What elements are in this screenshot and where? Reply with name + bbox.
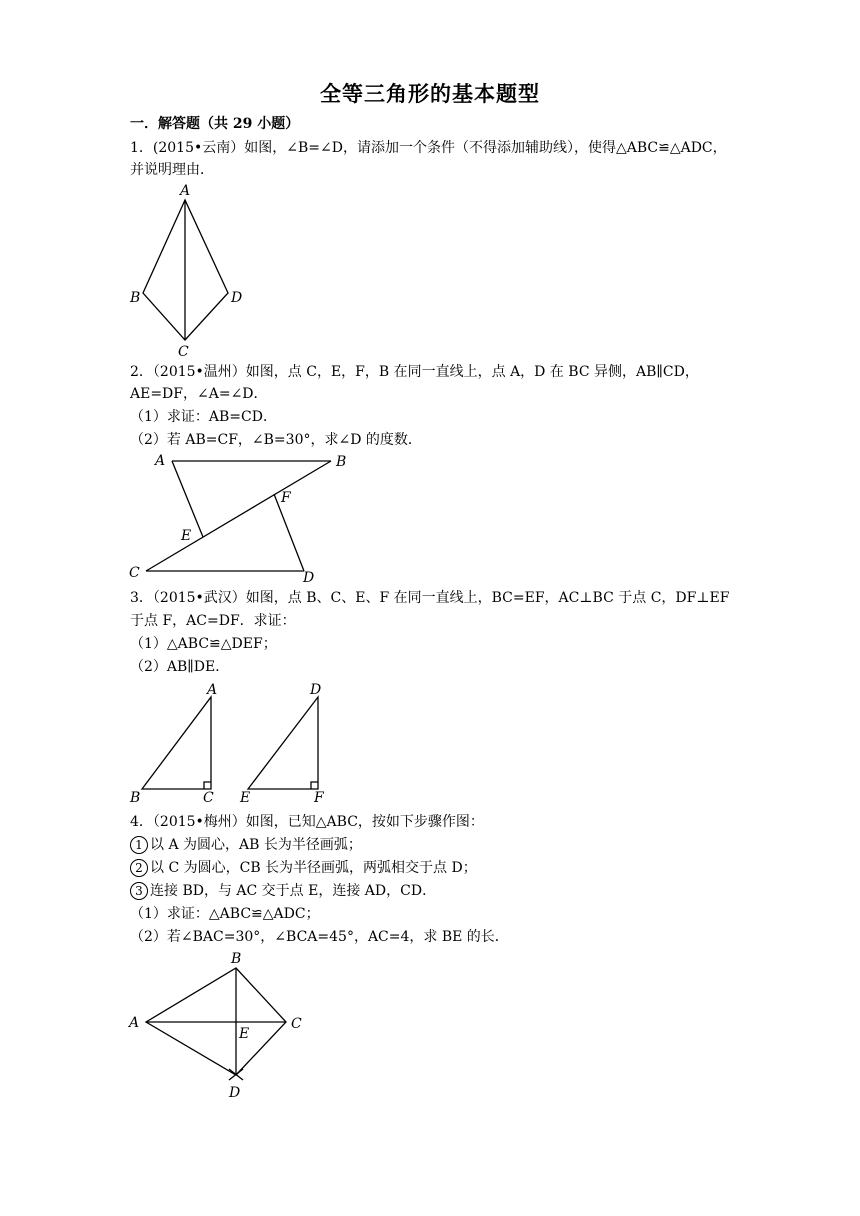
q4-part2: （2）若∠BAC=30°，∠BCA=45°，AC=4，求 BE 的长．: [130, 929, 509, 945]
q3-label-d: D: [310, 682, 322, 698]
q2-label-a: A: [155, 453, 166, 469]
q4-step1-text: 以 A 为圆心，AB 长为半径画弧；: [150, 837, 362, 853]
q4-step2-text: 以 C 为圆心，CB 长为半径画弧，两弧相交于点 D；: [150, 860, 477, 876]
q1-text-line1: 1．(2015•云南）如图，∠B=∠D，请添加一个条件（不得添加辅助线），使得△ABC≌△ADC，: [130, 140, 727, 156]
q3-label-c: C: [203, 790, 214, 806]
q2-text-line2: AE=DF，∠A=∠D．: [130, 386, 268, 402]
q2-label-d: D: [303, 570, 315, 586]
q1-text-line2: 并说明理由．: [130, 162, 214, 178]
q4-step3-text: 连接 BD，与 AC 交于点 E，连接 AD，CD．: [150, 883, 437, 899]
step-number-2: 2: [130, 859, 148, 877]
q4-part1: （1）求证：△ABC≌△ADC；: [130, 906, 320, 922]
step-number-3: 3: [130, 882, 148, 900]
q2-part1: （1）求证：AB=CD．: [130, 409, 277, 425]
q3-part1: （1）△ABC≌△DEF；: [130, 636, 277, 652]
q4-text-line1: 4．（2015•梅州）如图，已知△ABC，按如下步骤作图：: [130, 814, 484, 830]
q2-label-c: C: [129, 565, 140, 581]
q1-label-d: D: [231, 290, 243, 306]
q3-label-b: B: [130, 790, 141, 806]
q2-label-e: E: [181, 528, 192, 544]
q1-label-a: A: [180, 183, 191, 199]
q4-label-d: D: [229, 1085, 241, 1101]
step-number-1: 1: [130, 836, 148, 854]
q2-label-f: F: [281, 490, 291, 506]
section-heading: 一．解答题（共 29 小题）: [130, 116, 300, 132]
q4-label-e: E: [239, 1026, 250, 1042]
q3-label-f: F: [314, 790, 324, 806]
q2-label-b: B: [336, 454, 347, 470]
q4-label-a: A: [129, 1015, 140, 1031]
page-title: 全等三角形的基本题型: [320, 81, 540, 106]
q3-text-line2: 于点 F，AC=DF．求证：: [130, 613, 296, 629]
q3-label-a: A: [207, 682, 218, 698]
q2-part2: （2）若 AB=CF，∠B=30°，求∠D 的度数．: [130, 432, 422, 448]
q3-part2: （2）AB∥DE．: [130, 659, 230, 675]
q4-label-c: C: [291, 1016, 302, 1032]
q3-label-e: E: [240, 790, 251, 806]
q3-text-line1: 3．（2015•武汉）如图，点 B、C、E、F 在同一直线上，BC=EF，AC⊥BC 于点 C，DF⊥EF: [130, 590, 730, 606]
q4-label-b: B: [231, 951, 242, 967]
q1-label-c: C: [178, 344, 189, 360]
q1-label-b: B: [130, 290, 141, 306]
q2-text-line1: 2．（2015•温州）如图，点 C，E，F，B 在同一直线上，点 A，D 在 BC 异侧，AB∥CD，: [130, 364, 699, 380]
